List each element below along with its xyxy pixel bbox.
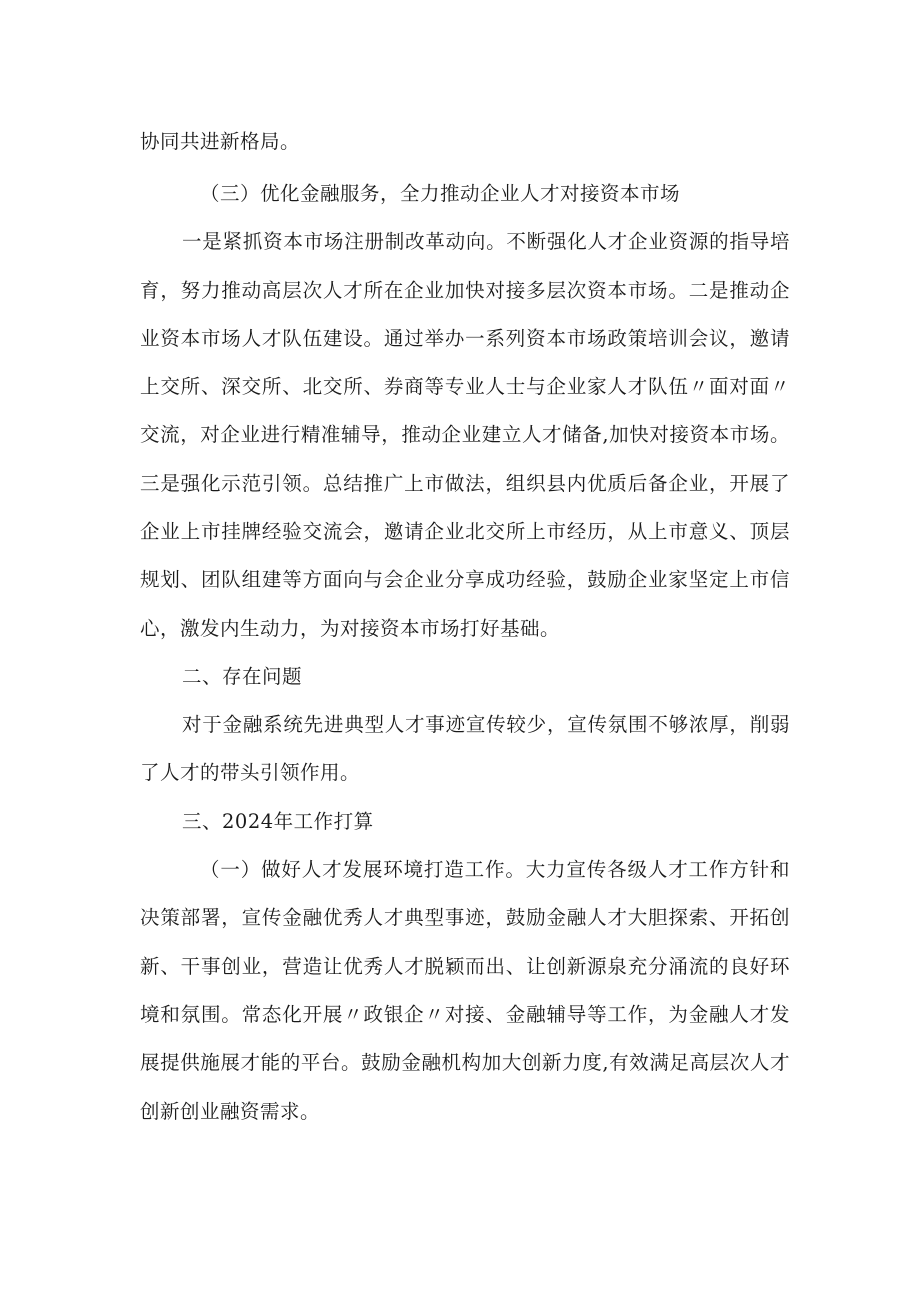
paragraph-line: 三是强化示范引领。总结推广上市做法，组织县内优质后备企业，开展了 (140, 472, 790, 495)
paragraph-line: 育，努力推动高层次人才所在企业加快对接多层次资本市场。二是推动企 (140, 279, 790, 302)
paragraph-line: 了人才的带头引领作用。 (140, 761, 361, 784)
paragraph-line: 交流，对企业进行精准辅导，推动企业建立人才储备,加快对接资本市场。 (140, 423, 790, 446)
paragraph-line: 境和氛围。常态化开展〃政银企〃对接、金融辅导等工作，为金融人才发 (140, 1003, 790, 1026)
paragraph-line: 新、干事创业，营造让优秀人才脱颖而出、让创新源泉充分涌流的良好环 (140, 955, 790, 978)
paragraph-line: 企业上市挂牌经验交流会，邀请企业北交所上市经历，从上市意义、顶层 (140, 520, 790, 543)
paragraph-line: 展提供施展才能的平台。鼓励金融机构加大创新力度,有效满足高层次人才 (140, 1051, 790, 1074)
section-heading: 三、2024年工作打算 (182, 810, 374, 833)
paragraph-line: 一是紧抓资本市场注册制改革动向。不断强化人才企业资源的指导培 (182, 230, 790, 253)
paragraph-line: 心，激发内生动力，为对接资本市场打好基础。 (140, 617, 561, 640)
paragraph-line: 协同共进新格局。 (140, 130, 301, 153)
paragraph-line: 业资本市场人才队伍建设。通过举办一系列资本市场政策培训会议，邀请 (140, 327, 790, 350)
section-heading: 二、存在问题 (182, 665, 303, 688)
paragraph-line: 对于金融系统先进典型人才事迹宣传较少，宣传氛围不够浓厚，削弱 (182, 713, 790, 736)
paragraph-line: 创新创业融资需求。 (140, 1100, 321, 1123)
paragraph-line: （一）做好人才发展环境打造工作。大力宣传各级人才工作方针和 (200, 858, 790, 881)
paragraph-line: 规划、团队组建等方面向与会企业分享成功经验，鼓励企业家坚定上市信 (140, 568, 790, 591)
paragraph-line: 决策部署，宣传金融优秀人才典型事迹，鼓励金融人才大胆探索、开拓创 (140, 906, 790, 929)
section-heading: （三）优化金融服务，全力推动企业人才对接资本市场 (200, 182, 681, 205)
paragraph-line: 上交所、深交所、北交所、券商等专业人士与企业家人才队伍〃面对面〃 (140, 375, 790, 398)
